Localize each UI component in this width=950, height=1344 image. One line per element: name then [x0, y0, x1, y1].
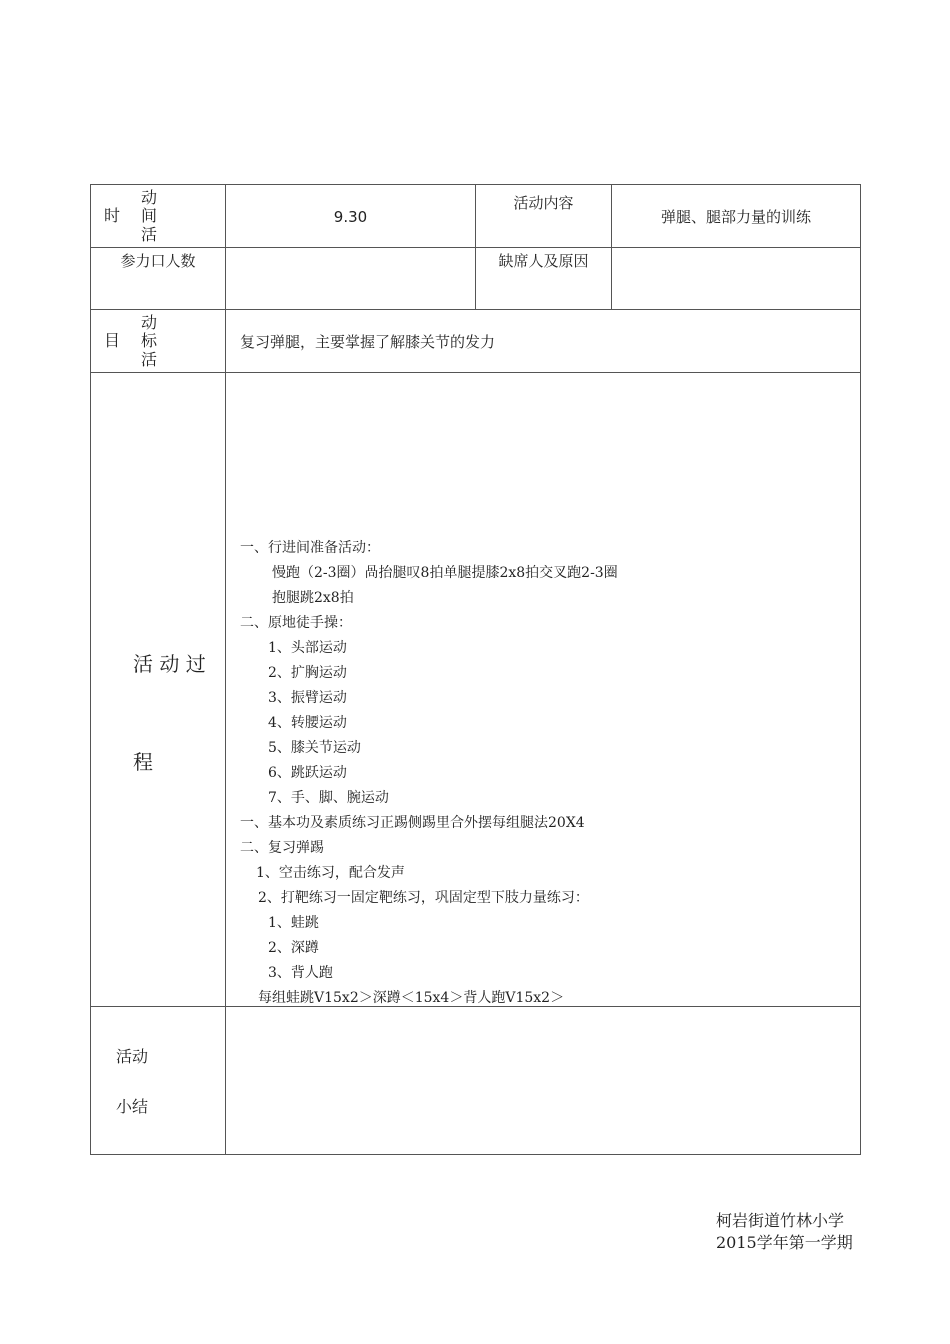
process-line: 3、背人跑	[268, 965, 333, 981]
activity-time-label-left: 时	[104, 206, 121, 225]
activity-process-label-line1: 活 动 过	[133, 652, 206, 676]
activity-goal-label-mid: 标	[141, 331, 158, 350]
activity-content-label: 活动内容	[513, 194, 574, 212]
absent-label: 缺席人及原因	[498, 252, 589, 270]
activity-goal-label-bottom: 活	[141, 350, 158, 369]
process-line: 1、蛙跳	[268, 915, 319, 931]
footer-term: 2015学年第一学期	[716, 1233, 853, 1252]
process-line: 5、膝关节运动	[268, 740, 361, 756]
activity-time-label-top: 动	[141, 188, 158, 207]
process-line: 2、深蹲	[268, 940, 319, 956]
footer-school: 柯岩街道竹林小学	[716, 1211, 845, 1230]
process-line: 慢跑（2-3圈）咼抬腿叹8拍单腿提膝2x8拍交叉跑2-3圈	[272, 565, 618, 581]
process-line: 1、空击练习，配合发声	[256, 865, 405, 881]
process-line: 1、头部运动	[268, 640, 347, 656]
process-line: 抱腿跳2x8拍	[272, 590, 354, 606]
process-line: 一、基本功及素质练习正踢侧踢里合外摆每组腿法20X4	[240, 815, 585, 831]
table-border-right	[860, 184, 861, 1155]
activity-goal-label-top: 动	[141, 313, 158, 332]
activity-content-value: 弹腿、腿部力量的训练	[660, 208, 811, 226]
activity-goal-label-left: 目	[104, 331, 121, 350]
process-line: 7、手、脚、腕运动	[268, 790, 389, 806]
table-column-divider	[225, 184, 226, 1155]
process-line: 二、原地徒手操：	[240, 615, 352, 631]
activity-time-label-bottom: 活	[141, 225, 158, 244]
table-border-bottom	[90, 1154, 861, 1155]
process-line: 二、复习弹踢	[240, 840, 324, 856]
activity-process-content	[240, 536, 850, 1011]
process-line: 每组蛙跳V15x2＞深蹲＜15x4＞背人跑V15x2＞	[258, 990, 565, 1006]
process-line: 4、转腰运动	[268, 715, 347, 731]
process-line: 3、振臂运动	[268, 690, 347, 706]
table-row-divider	[90, 309, 861, 310]
activity-summary-label-line1: 活动	[116, 1047, 149, 1066]
table-row-divider	[90, 372, 861, 373]
process-line: 6、跳跃运动	[268, 765, 347, 781]
activity-time-label-mid: 间	[141, 206, 158, 225]
table-column-divider	[611, 184, 612, 309]
process-line: 一、行进间准备活动：	[240, 540, 380, 556]
process-line: 2、扩胸运动	[268, 665, 347, 681]
activity-process-label-line2: 程	[133, 750, 153, 774]
process-line: 2、打靶练习一固定靶练习，巩固定型下肢力量练习：	[258, 890, 589, 906]
activity-summary-label-line2: 小结	[116, 1097, 149, 1116]
activity-goal-text: 复习弹腿，主要掌握了解膝关节的发力	[240, 333, 496, 351]
participants-label: 参力口人数	[120, 252, 196, 270]
footer-signature	[716, 1210, 866, 1254]
activity-time-value: 9.30	[333, 208, 368, 226]
table-border-left	[90, 184, 91, 1155]
